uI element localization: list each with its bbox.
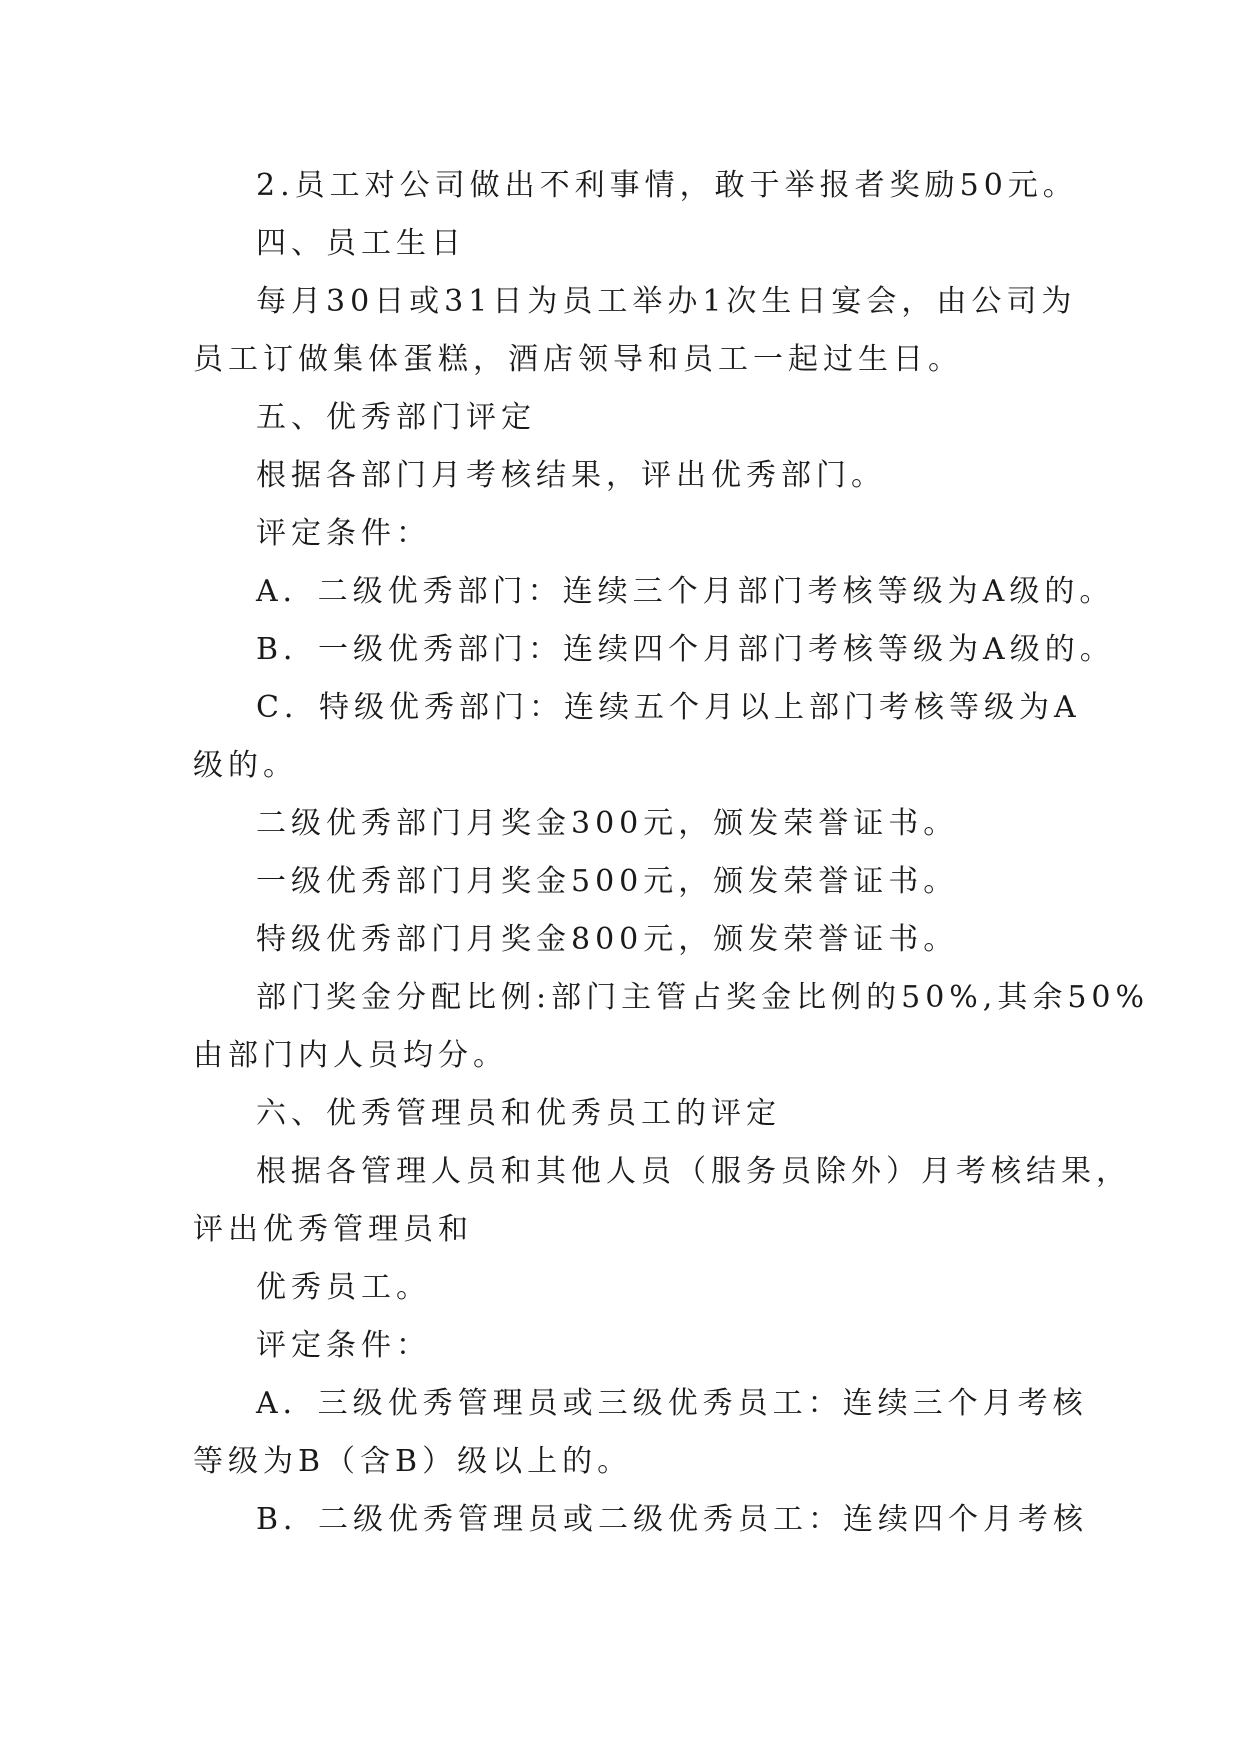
text-line: 一级优秀部门月奖金500元，颁发荣誉证书。 xyxy=(256,864,959,899)
section-heading: 六、优秀管理员和优秀员工的评定 xyxy=(256,1096,781,1131)
section-heading: 四、员工生日 xyxy=(256,226,466,261)
list-item: B．一级优秀部门：连续四个月部门考核等级为A级的。 xyxy=(256,632,1115,667)
list-item: C．特级优秀部门：连续五个月以上部门考核等级为A xyxy=(256,690,1081,725)
text-line: 评定条件： xyxy=(256,516,431,551)
list-item: A．三级优秀管理员或三级优秀员工：连续三个月考核 xyxy=(256,1386,1088,1421)
text-line: 二级优秀部门月奖金300元，颁发荣誉证书。 xyxy=(256,806,959,841)
text-line: 特级优秀部门月奖金800元，颁发荣誉证书。 xyxy=(256,922,959,957)
text-line: 评定条件： xyxy=(256,1328,431,1363)
text-line: 优秀员工。 xyxy=(256,1270,431,1305)
text-line: 等级为B（含B）级以上的。 xyxy=(193,1444,633,1479)
text-line: 部门奖金分配比例:部门主管占奖金比例的50%,其余50% xyxy=(256,980,1150,1015)
text-line: 2.员工对公司做出不利事情，敢于举报者奖励50元。 xyxy=(256,168,1078,203)
text-line: 评出优秀管理员和 xyxy=(193,1212,473,1247)
list-item: A．二级优秀部门：连续三个月部门考核等级为A级的。 xyxy=(256,574,1115,609)
section-heading: 五、优秀部门评定 xyxy=(256,400,536,435)
text-line: 根据各部门月考核结果，评出优秀部门。 xyxy=(256,458,886,493)
text-line: 级的。 xyxy=(193,748,298,783)
text-line: 每月30日或31日为员工举办1次生日宴会，由公司为 xyxy=(256,284,1077,319)
text-line: 员工订做集体蛋糕，酒店领导和员工一起过生日。 xyxy=(193,342,963,377)
text-line: 根据各管理人员和其他人员（服务员除外）月考核结果， xyxy=(256,1154,1131,1189)
list-item: B．二级优秀管理员或二级优秀员工：连续四个月考核 xyxy=(256,1502,1089,1537)
text-line: 由部门内人员均分。 xyxy=(193,1038,508,1073)
